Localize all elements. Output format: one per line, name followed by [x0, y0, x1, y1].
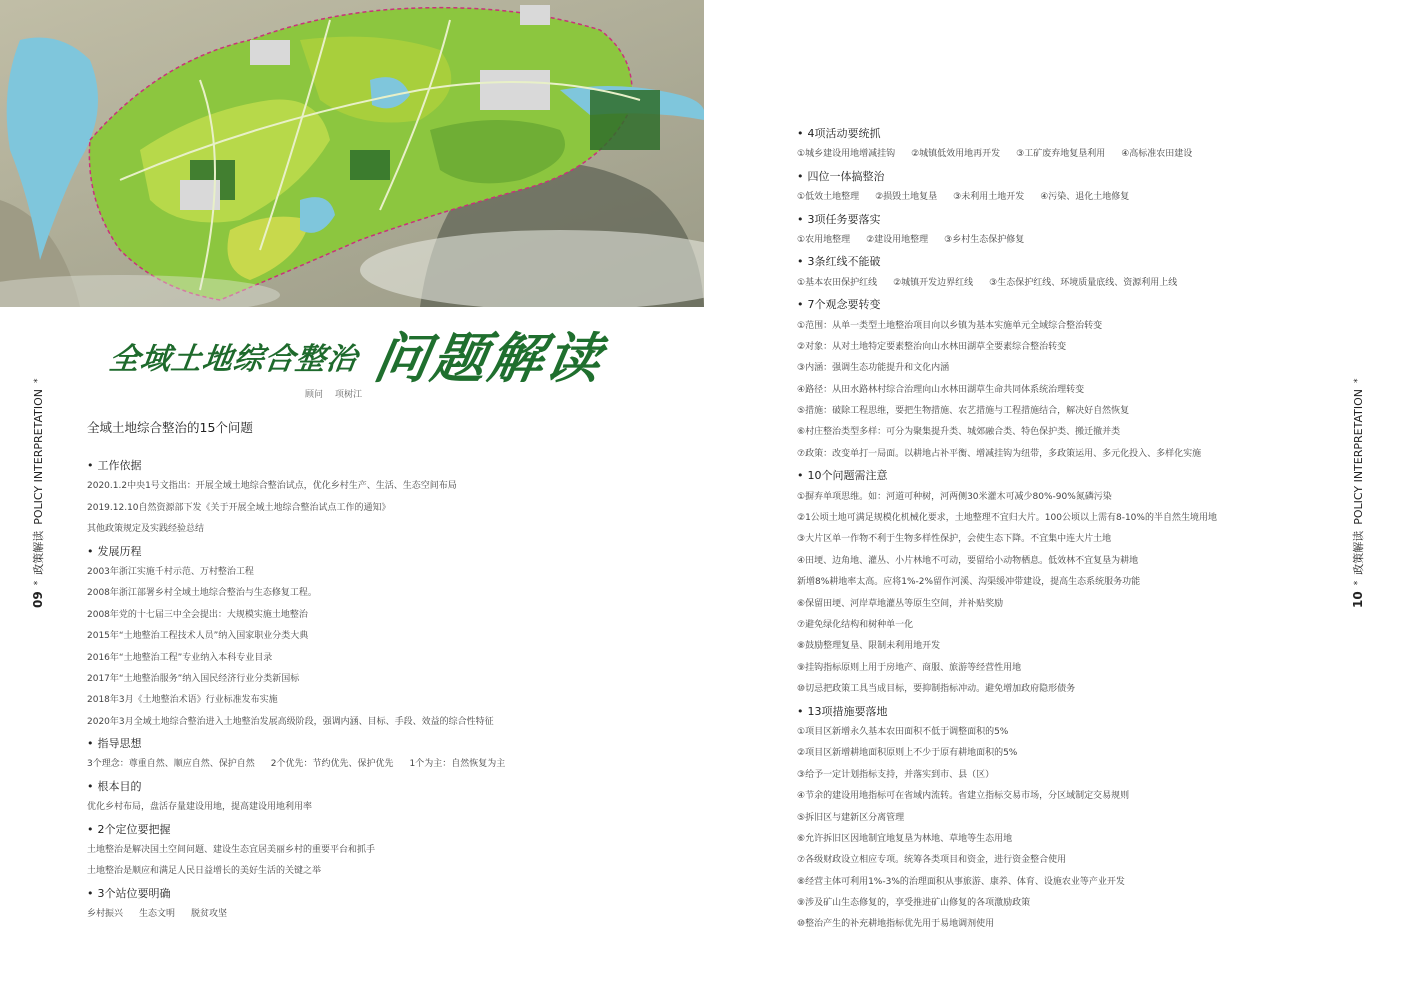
byline — [305, 387, 374, 400]
list-item-part: ④污染、退化土地修复 — [1040, 192, 1130, 203]
list-item-part: 乡村振兴 — [87, 909, 124, 920]
section-label-cn: 政策解读 — [32, 530, 45, 575]
right-column — [797, 123, 1317, 936]
list-item: 2019.12.10自然资源部下发《关于开展全域土地综合整治试点工作的通知》 — [87, 502, 391, 513]
list-item: ④节余的建设用地指标可在省域内流转。省建立指标交易市场，分区域制定交易规则 — [797, 791, 1130, 802]
list-item-part: 脱贫攻坚 — [191, 909, 228, 920]
list-item-part: ①城乡建设用地增减挂钩 — [797, 149, 896, 160]
list-item-part: ③未利用土地开发 — [953, 192, 1025, 203]
section-heading — [797, 465, 1317, 486]
section-heading — [797, 166, 1317, 187]
section-label-en: POLICY INTERPRETATION — [1351, 389, 1365, 525]
list-item: ②对象：从对土地特定要素整治向山水林田湖草全要素综合整治转变 — [797, 341, 1067, 352]
list-item: ⑧经营主体可利用1%-3%的治理面积从事旅游、康养、体育、设施农业等产业开发 — [797, 876, 1125, 887]
page-number: 10 — [1351, 591, 1365, 608]
section-heading-text: 发展历程 — [97, 544, 142, 558]
list-item: ②1公顷土地可满足规模化机械化要求，土地整理不宜归大片。100公顷以上需有8-10%的半自然生境用地 — [797, 513, 1217, 524]
list-item: 2020.1.2中央1号文指出：开展全域土地综合整治试点，优化乡村生产、生活、生态空间布局 — [87, 481, 457, 492]
bullet-icon: • — [87, 737, 94, 751]
bullet-icon: • — [797, 469, 804, 483]
list-item: ③内涵：强调生态功能提升和文化内涵 — [797, 363, 950, 374]
section-heading-text: 3项任务要落实 — [807, 212, 881, 226]
list-item-part: 3个理念：尊重自然、顺应自然、保护自然 — [87, 759, 255, 770]
section-heading-text: 四位一体搞整治 — [807, 169, 885, 183]
list-item: 其他政策规定及实践经验总结 — [87, 524, 205, 535]
section-heading — [797, 294, 1317, 315]
section-heading-text: 10个问题需注意 — [807, 469, 888, 483]
bullet-icon: • — [87, 459, 94, 472]
section-heading-text: 4项活动要统抓 — [807, 127, 881, 140]
list-item: 2015年“土地整治工程技术人员”纳入国家职业分类大典 — [87, 631, 309, 642]
list-item: 2018年3月《土地整治术语》行业标准发布实施 — [87, 695, 278, 706]
bullet-icon: • — [797, 169, 804, 183]
list-item: ⑤拆旧区与建新区分离管理 — [797, 812, 905, 823]
list-item-part: ①农用地整理 — [797, 234, 851, 245]
bullet-icon: • — [797, 127, 804, 140]
list-item: ⑥允许拆旧区因地制宜地复垦为林地、草地等生态用地 — [797, 833, 1013, 844]
list-item: ⑥村庄整治类型多样：可分为聚集提升类、城郊融合类、特色保护类、搬迁撤并类 — [797, 427, 1121, 438]
list-item: ⑩整治产生的补充耕地指标优先用于易地调剂使用 — [797, 919, 995, 930]
section-heading — [797, 123, 1317, 144]
list-item-part: 1个为主：自然恢复为主 — [409, 759, 506, 770]
list-item: ⑤措施：破除工程思维，要把生物措施、农艺措施与工程措施结合，解决好自然恢复 — [797, 406, 1130, 417]
list-item-part: ④高标准农田建设 — [1121, 149, 1193, 160]
list-item: ①项目区新增永久基本农田面积不低于调整面积的5% — [797, 726, 1009, 737]
list-item: ④路径：从田水路林村综合治理向山水林田湖草生命共同体系统治理转变 — [797, 384, 1085, 395]
list-item-part: ①基本农田保护红线 — [797, 277, 878, 288]
section-heading — [87, 733, 607, 754]
list-item: ⑦避免绿化结构和树种单一化 — [797, 619, 914, 630]
list-item-part: ①低效土地整理 — [797, 192, 860, 203]
list-item: ①范围：从单一类型土地整治项目向以乡镇为基本实施单元全域综合整治转变 — [797, 320, 1103, 331]
section-label-cn: 政策解读 — [1352, 530, 1365, 575]
list-item — [87, 904, 607, 925]
list-item-part: ②城镇低效用地再开发 — [911, 149, 1001, 160]
list-item: 土地整治是解决国土空间问题、建设生态宜居美丽乡村的重要平台和抓手 — [87, 845, 376, 856]
section-heading — [797, 701, 1317, 722]
section-heading — [87, 883, 607, 904]
list-item: 2017年“土地整治服务”纳入国民经济行业分类新国标 — [87, 673, 300, 684]
list-item: 2016年“土地整治工程”专业纳入本科专业目录 — [87, 652, 273, 663]
list-item-part: ②城镇开发边界红线 — [893, 277, 974, 288]
list-item: 土地整治是顺应和满足人民日益增长的美好生活的关键之举 — [87, 866, 322, 877]
left-page-label: 09 * 政策解读 POLICY INTERPRETATION * — [31, 378, 45, 608]
bullet-icon: • — [87, 779, 94, 793]
article-subtitle: 全域土地综合整治的15个问题 — [87, 420, 253, 435]
list-item-part: ③生态保护红线、环境质量底线、资源利用上线 — [989, 277, 1178, 288]
bullet-icon: • — [87, 822, 94, 836]
list-item: 2020年3月全域土地综合整治进入土地整治发展高级阶段，强调内涵、目标、手段、效益的综合性特征 — [87, 716, 494, 727]
bullet-icon: • — [87, 544, 94, 558]
list-item: ⑨挂钩指标原则上用于房地产、商服、旅游等经营性用地 — [797, 662, 1022, 673]
list-item-part: ③工矿废弃地复垦利用 — [1016, 149, 1106, 160]
list-item — [797, 273, 1317, 294]
title-part-2: 问题解读 — [369, 326, 610, 390]
list-item: ⑥保留田埂、河岸草地灌丛等原生空间，并补贴奖励 — [797, 598, 1004, 609]
list-item: 新增8%耕地率太高。应将1%-2%留作河溪、沟渠缓冲带建设，提高生态系统服务功能 — [797, 577, 1141, 588]
section-heading-text: 3条红线不能破 — [807, 255, 881, 269]
section-heading-text: 7个观念要转变 — [807, 298, 881, 312]
list-item: ③大片区单一作物不利于生物多样性保护，会使生态下降。不宜集中连大片土地 — [797, 534, 1112, 545]
list-item: ④田埂、边角地、灌丛、小片林地不可动，要留给小动物栖息。低效林不宜复垦为耕地 — [797, 555, 1139, 566]
list-item: 2008年党的十七届三中全会提出：大规模实施土地整治 — [87, 609, 308, 620]
section-heading-text: 13项措施要落地 — [807, 704, 888, 718]
list-item — [797, 230, 1317, 251]
list-item: ⑧鼓励整理复垦、限制未利用地开发 — [797, 641, 941, 652]
page-number: 09 — [31, 591, 45, 608]
title-part-1: 全域土地综合整治 — [107, 342, 360, 377]
section-label-en: POLICY INTERPRETATION — [31, 389, 45, 525]
list-item: 2003年浙江实施千村示范、万村整治工程 — [87, 566, 254, 577]
section-heading-text: 工作依据 — [97, 459, 142, 472]
section-heading-text: 根本目的 — [97, 779, 142, 793]
bullet-icon: • — [797, 255, 804, 269]
list-item — [797, 187, 1317, 208]
bullet-icon: • — [87, 886, 94, 900]
bullet-icon: • — [797, 212, 804, 226]
list-item: ②项目区新增耕地面积原则上不少于原有耕地面积的5% — [797, 748, 1018, 759]
section-heading — [87, 819, 607, 840]
list-item-part: 生态文明 — [139, 909, 176, 920]
list-item: ⑦各级财政设立相应专项。统筹各类项目和资金，进行资金整合使用 — [797, 855, 1067, 866]
left-column — [87, 455, 607, 926]
right-page-label: 10 * 政策解读 POLICY INTERPRETATION * — [1351, 378, 1365, 608]
page-title — [107, 316, 630, 390]
list-item: ③给予一定计划指标支持，并落实到市、县（区） — [797, 769, 995, 780]
section-heading — [87, 776, 607, 797]
list-item: 2008年浙江部署乡村全域土地综合整治与生态修复工程。 — [87, 588, 317, 599]
section-heading — [797, 209, 1317, 230]
section-heading — [87, 541, 607, 562]
section-heading — [87, 455, 607, 476]
list-item: ⑦政策：改变单打一局面。以耕地占补平衡、增减挂钩为纽带，多政策运用、多元化投入、多样化实施 — [797, 448, 1202, 459]
byline-label: 顾问 — [305, 390, 324, 400]
section-heading — [797, 251, 1317, 272]
section-heading-text: 指导思想 — [97, 737, 142, 751]
list-item-part: ③乡村生态保护修复 — [944, 234, 1025, 245]
list-item — [797, 144, 1317, 165]
list-item: ⑩切忌把政策工具当成目标，要抑制指标冲动。避免增加政府隐形债务 — [797, 684, 1076, 695]
list-item: ①摒弃单项思维。如：河道可种树，河两侧30米灌木可减少80%-90%氮磷污染 — [797, 491, 1112, 502]
list-item: 优化乡村布局，盘活存量建设用地，提高建设用地利用率 — [87, 802, 313, 813]
bullet-icon: • — [797, 298, 804, 312]
list-item — [87, 754, 607, 775]
list-item-part: ②损毁土地复垦 — [875, 192, 938, 203]
list-item-part: ②建设用地整理 — [866, 234, 929, 245]
byline-name: 项树江 — [335, 390, 363, 400]
aerial-farmland-map — [0, 0, 704, 307]
list-item: ⑨涉及矿山生态修复的，享受推进矿山修复的各项激励政策 — [797, 898, 1031, 909]
list-item-part: 2个优先：节约优先、保护优先 — [270, 759, 394, 770]
bullet-icon: • — [797, 704, 804, 718]
section-heading-text: 2个定位要把握 — [97, 822, 171, 836]
section-heading-text: 3个站位要明确 — [97, 886, 171, 900]
